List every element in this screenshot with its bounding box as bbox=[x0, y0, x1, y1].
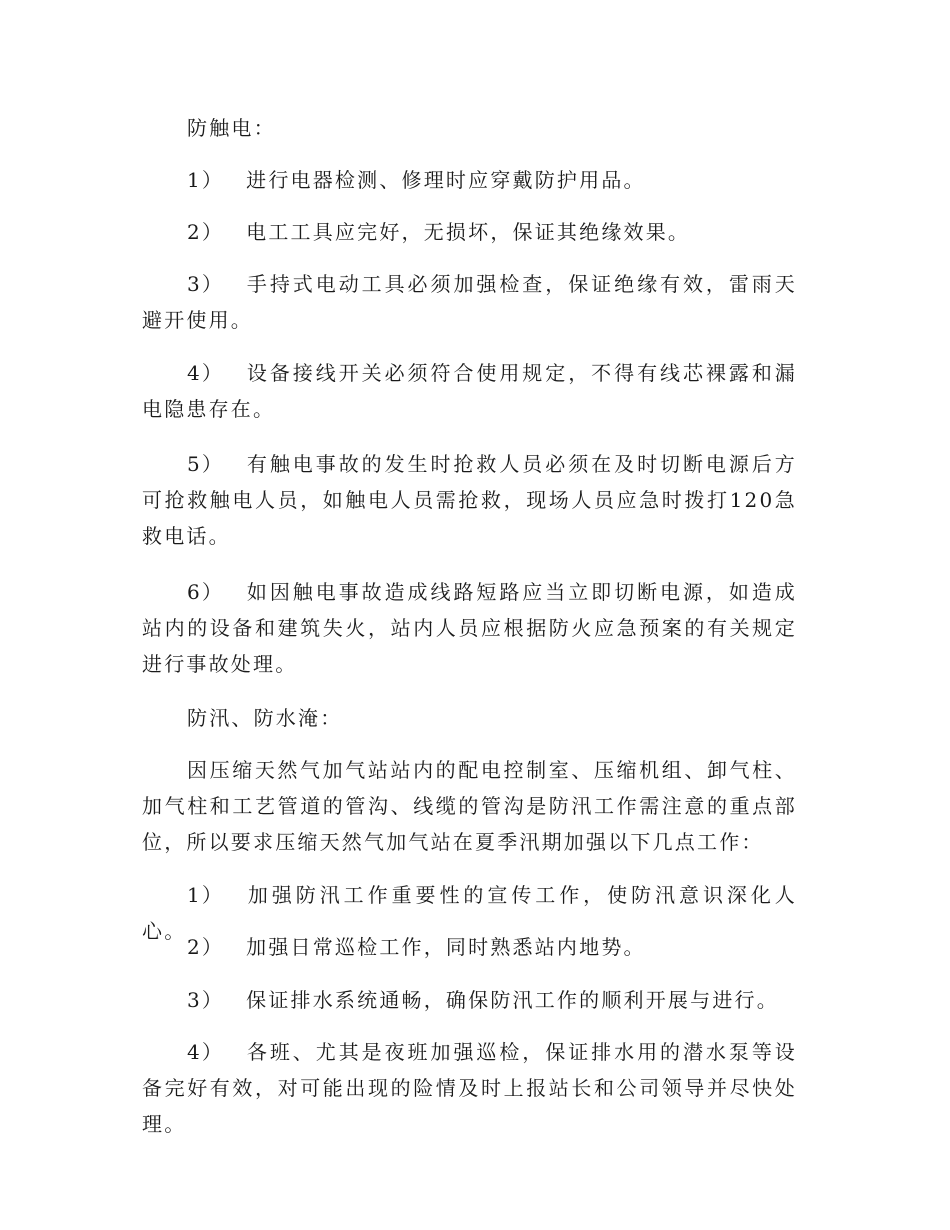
flood-item-4 bbox=[142, 1034, 797, 1142]
flood-item-2 bbox=[142, 929, 797, 965]
item-text: 加强日常巡检工作，同时熟悉站内地势。 bbox=[246, 935, 646, 959]
section-heading-flood: 防汛、防水淹： bbox=[187, 706, 343, 730]
item-number: 2） bbox=[187, 220, 225, 244]
item-number: 3） bbox=[187, 988, 225, 1012]
electric-item-3 bbox=[142, 266, 797, 338]
electric-item-4 bbox=[142, 355, 797, 427]
electric-item-5 bbox=[142, 446, 797, 554]
item-text: 有触电事故的发生时抢救人员必须在及时切断电源后方可抢救触电人员，如触电人员需抢救，现场人员应急时拨打120急救电话。 bbox=[142, 452, 797, 548]
electric-item-1 bbox=[142, 162, 797, 198]
flood-intro: 因压缩天然气加气站站内的配电控制室、压缩机组、卸气柱、加气柱和工艺管道的管沟、线缆的管沟是防汛工作需注意的重点部位，所以要求压缩天然气加气站在夏季汛期加强以下几点工作： bbox=[142, 758, 797, 854]
item-number: 1） bbox=[187, 168, 225, 192]
item-number: 3） bbox=[187, 272, 225, 296]
item-number: 5） bbox=[187, 452, 225, 476]
section-heading-electric: 防触电： bbox=[187, 116, 276, 140]
electric-item-6 bbox=[142, 574, 797, 682]
item-text: 电工工具应完好，无损坏，保证其绝缘效果。 bbox=[246, 220, 691, 244]
item-text: 设备接线开关必须符合使用规定，不得有线芯裸露和漏电隐患存在。 bbox=[142, 361, 797, 421]
flood-item-3 bbox=[142, 982, 797, 1018]
item-text: 如因触电事故造成线路短路应当立即切断电源，如造成站内的设备和建筑失火，站内人员应根据防火应急预案的有关规定进行事故处理。 bbox=[142, 580, 797, 676]
item-text: 进行电器检测、修理时应穿戴防护用品。 bbox=[246, 168, 646, 192]
item-number: 1） bbox=[187, 883, 225, 907]
item-text: 保证排水系统通畅，确保防汛工作的顺利开展与进行。 bbox=[246, 988, 779, 1012]
item-number: 4） bbox=[187, 361, 225, 385]
electric-item-2 bbox=[142, 214, 797, 250]
item-number: 2） bbox=[187, 935, 225, 959]
item-text: 各班、尤其是夜班加强巡检，保证排水用的潜水泵等设备完好有效，对可能出现的险情及时上报站长和公司领导并尽快处理。 bbox=[142, 1040, 797, 1136]
item-number: 4） bbox=[187, 1040, 225, 1064]
item-text: 加强防汛工作重要性的宣传工作，使防汛意识深化人心。 bbox=[142, 883, 797, 943]
item-number: 6） bbox=[187, 580, 225, 604]
item-text: 手持式电动工具必须加强检查，保证绝缘有效，雷雨天避开使用。 bbox=[142, 272, 797, 332]
